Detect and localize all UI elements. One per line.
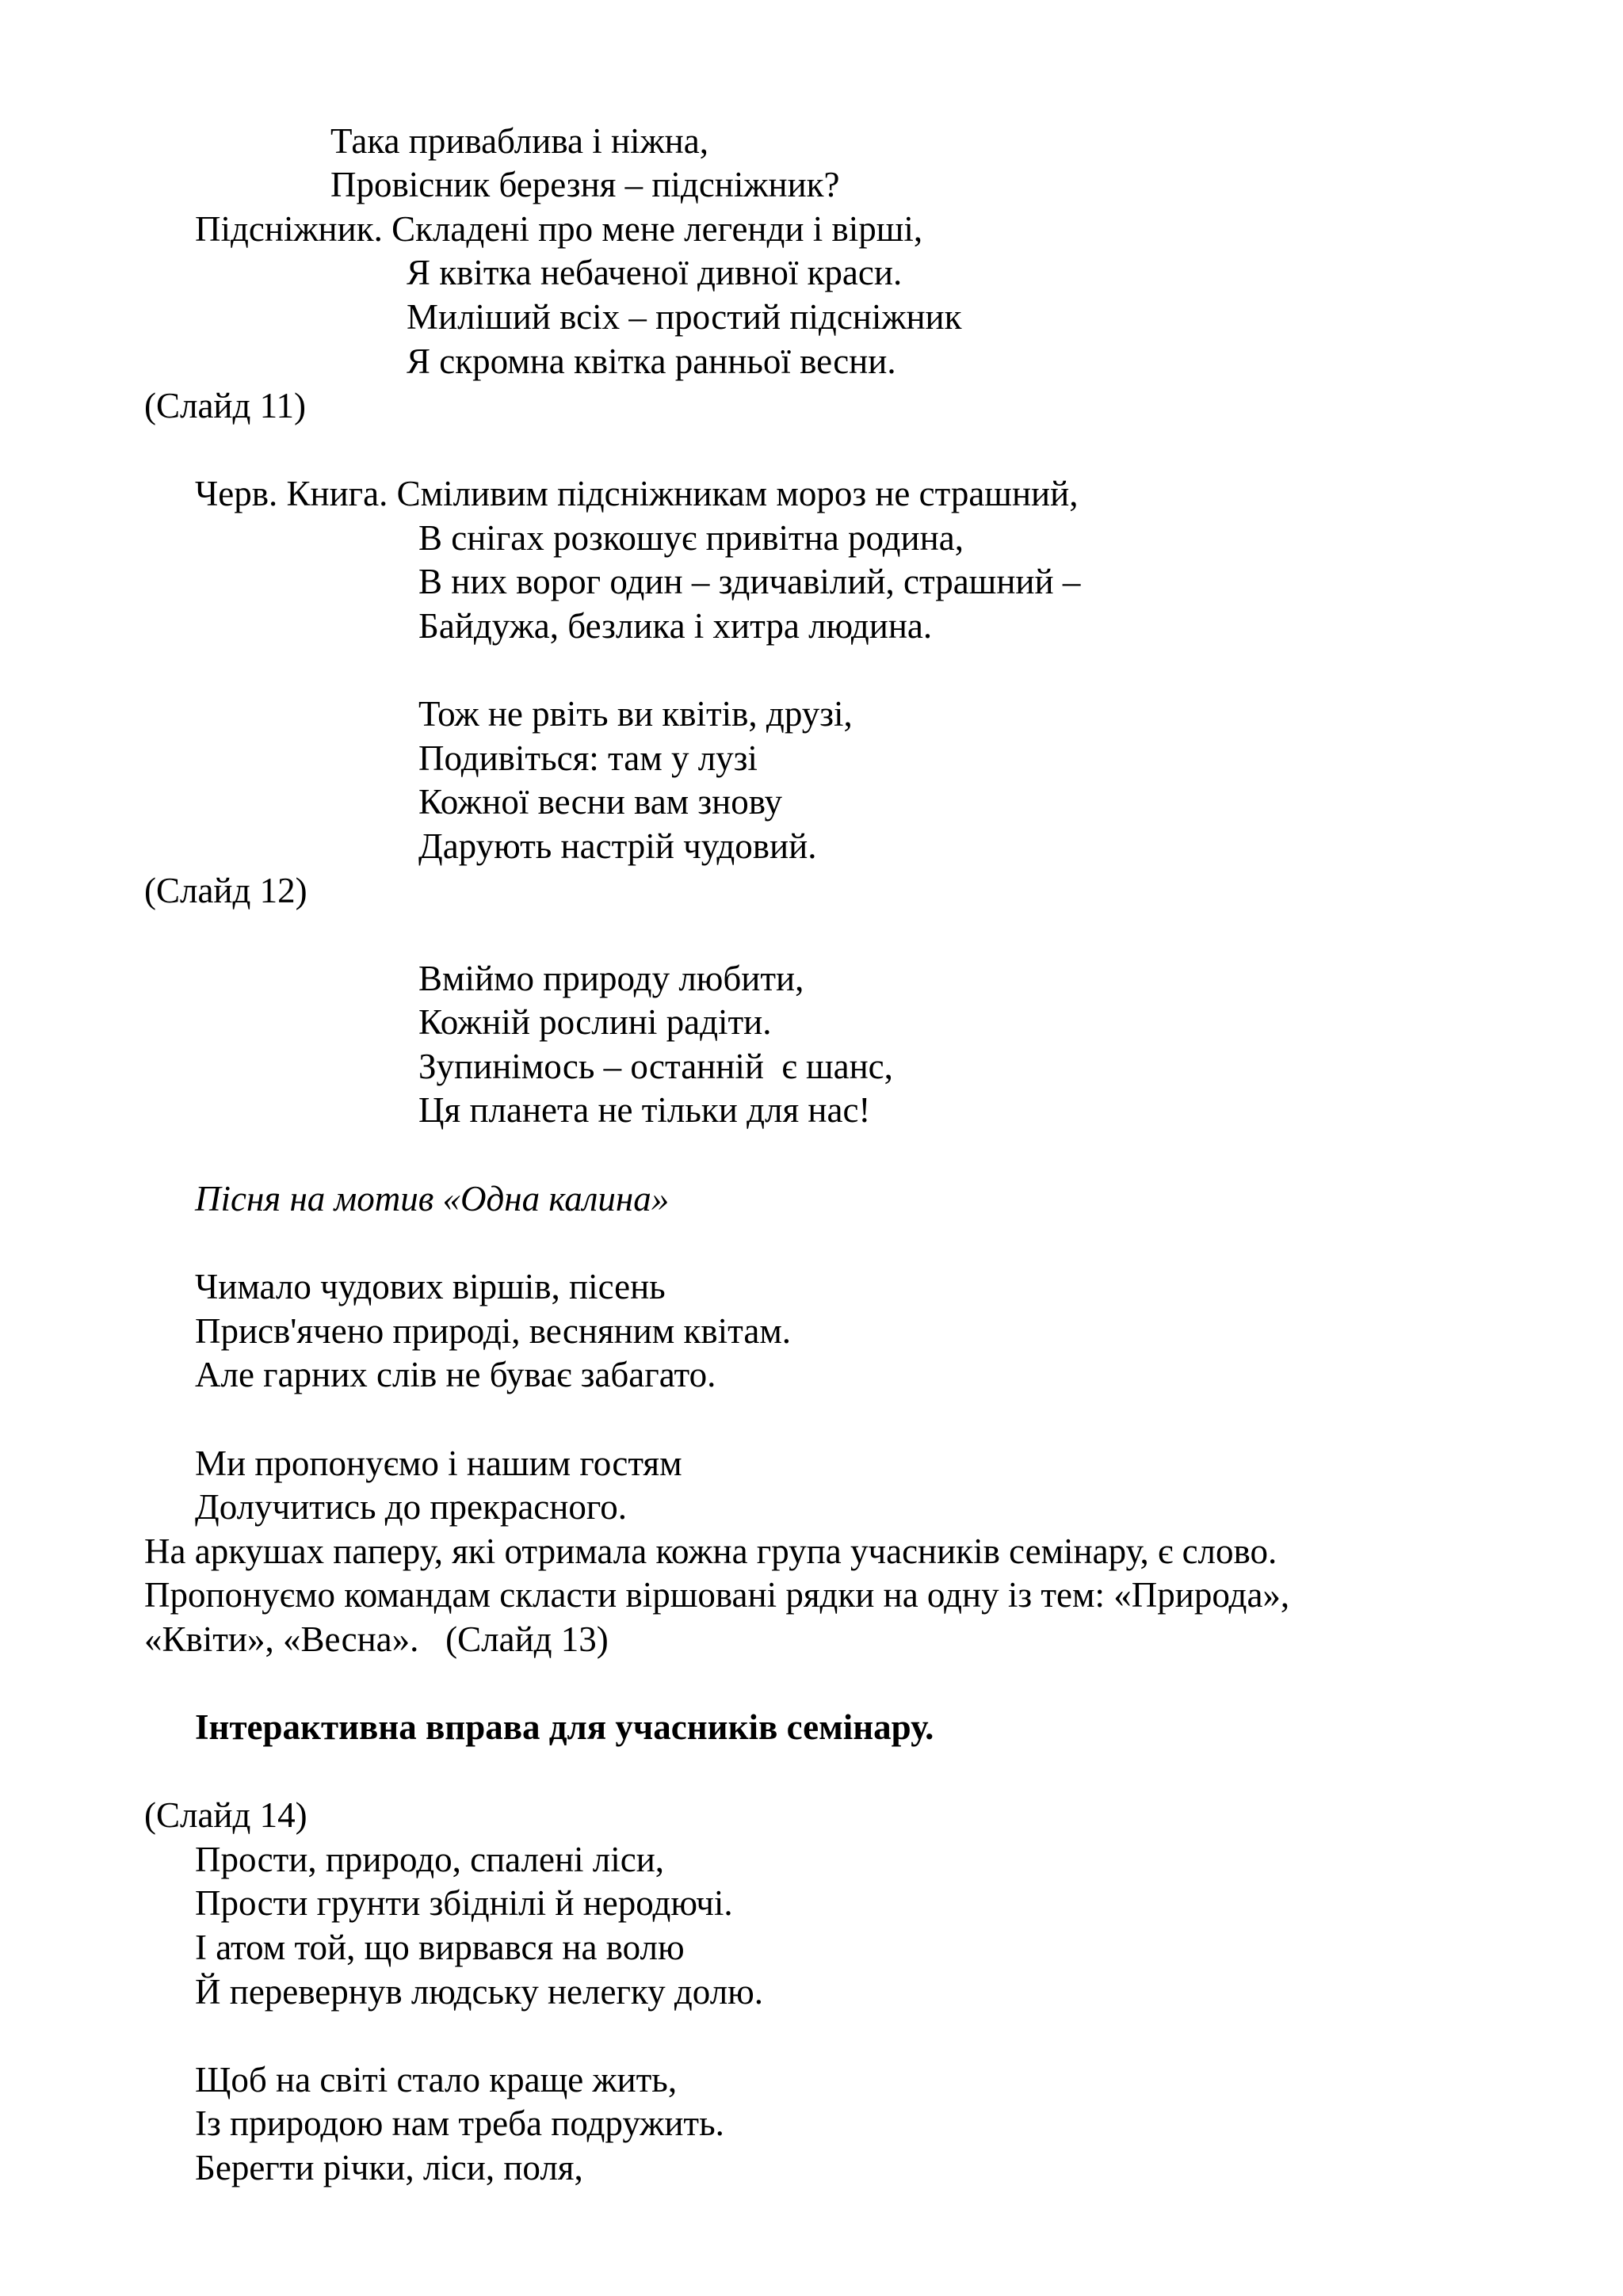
- paragraph-line: На аркушах паперу, які отримала кожна група учасників семінару, є слово.: [144, 1531, 1277, 1571]
- verse-line: Й перевернув людську нелегку долю.: [195, 1972, 764, 2012]
- verse-line: Кожної весни вам знову: [418, 782, 782, 822]
- verse-line: Тож не рвіть ви квітів, друзі,: [418, 694, 853, 734]
- verse-line: Щоб на світі стало краще жить,: [195, 2060, 678, 2100]
- verse-line: Дарують настрій чудовий.: [418, 826, 817, 866]
- speaker-line: Підсніжник. Складені про мене легенди і вірші,: [195, 209, 923, 249]
- verse-line: Я квітка небаченої дивної краси.: [407, 253, 903, 292]
- text-line: Долучитись до прекрасного.: [195, 1487, 627, 1527]
- verse-line: Подивіться: там у лузі: [418, 738, 758, 778]
- verse-line: Прости, природо, спалені ліси,: [195, 1840, 665, 1879]
- text-line: Ми пропонуємо і нашим гостям: [195, 1444, 682, 1483]
- verse-line: І атом той, що вирвався на волю: [195, 1928, 685, 1967]
- verse-line: В них ворог один – здичавілий, страшний –: [418, 562, 1081, 601]
- verse-line: Байдужа, безлика і хитра людина.: [418, 606, 933, 646]
- verse-line: Кожній рослині радіти.: [418, 1002, 772, 1042]
- section-heading: Інтерактивна вправа для учасників семінару.: [195, 1707, 934, 1747]
- text-line: Але гарних слів не буває забагато.: [195, 1355, 716, 1394]
- paragraph-line: Пропонуємо командам скласти віршовані рядки на одну із тем: «Природа»,: [144, 1575, 1290, 1615]
- speaker-line: Черв. Книга. Сміливим підсніжникам мороз не страшний,: [195, 474, 1079, 513]
- slide-marker: (Слайд 14): [144, 1795, 307, 1835]
- verse-line: Я скромна квітка ранньої весни.: [407, 341, 896, 381]
- paragraph-line: «Квіти», «Весна». (Слайд 13): [144, 1619, 609, 1659]
- slide-marker: (Слайд 11): [144, 386, 306, 425]
- verse-line: Із природою нам треба подружить.: [195, 2103, 724, 2143]
- verse-line: Миліший всіх – простий підсніжник: [407, 297, 962, 337]
- song-heading: Пісня на мотив «Одна калина»: [195, 1179, 670, 1219]
- verse-line: Провісник березня – підсніжник?: [330, 165, 840, 204]
- verse-line: Ця планета не тільки для нас!: [418, 1090, 871, 1130]
- text-line: Чимало чудових віршів, пісень: [195, 1267, 666, 1306]
- verse-line: В снігах розкошує привітна родина,: [418, 518, 964, 558]
- verse-line: Вміймо природу любити,: [418, 959, 804, 998]
- text-line: Присв'ячено природі, весняним квітам.: [195, 1311, 792, 1351]
- verse-line: Прости грунти збіднілі й неродючі.: [195, 1883, 733, 1923]
- slide-marker: (Слайд 12): [144, 871, 307, 910]
- verse-line: Зупинімось – останній є шанс,: [418, 1047, 893, 1086]
- verse-line: Така приваблива і ніжна,: [330, 121, 708, 161]
- verse-line: Берегти річки, ліси, поля,: [195, 2148, 583, 2187]
